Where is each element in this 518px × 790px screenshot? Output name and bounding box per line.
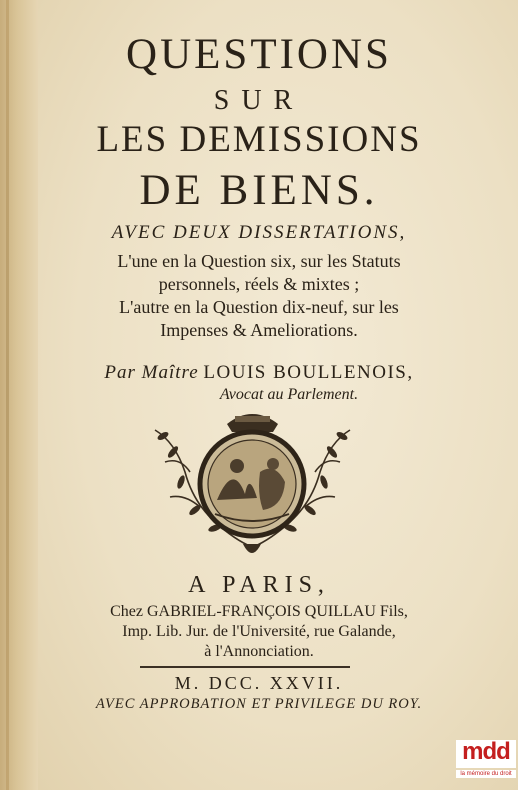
approbation-line: AVEC APPROBATION ET PRIVILEGE DU ROY.	[95, 696, 423, 712]
publisher-line-3: à l'Annonciation.	[204, 643, 314, 660]
description-line-2: personnels, réels & mixtes ;	[158, 274, 360, 294]
title-line-2: SUR	[213, 85, 305, 116]
title-line-4: DE BIENS.	[139, 167, 379, 214]
imprint-city: A PARIS,	[188, 572, 330, 598]
logo-tagline: la mémoire du droit	[456, 770, 516, 778]
author-name: LOUIS BOULLENOIS,	[203, 362, 414, 383]
description-line-1: L'une en la Question six, sur les Statuts	[117, 251, 401, 271]
author-role: Avocat au Parlement.	[219, 386, 359, 403]
publisher-line-2: Imp. Lib. Jur. de l'Université, rue Galande,	[122, 623, 396, 640]
subtitle: AVEC DEUX DISSERTATIONS,	[111, 222, 407, 243]
description-line-3: L'autre en la Question dix-neuf, sur les	[119, 297, 399, 317]
title-line-3: LES DEMISSIONS	[96, 119, 422, 160]
publication-year: M. DCC. XXVII.	[174, 673, 344, 693]
author-prefix: Par Maître	[104, 362, 199, 383]
description-line-4: Impenses & Ameliorations.	[160, 320, 358, 340]
divider-rule	[140, 666, 350, 668]
author-line	[0, 362, 518, 384]
mdd-logo	[456, 740, 516, 788]
logo-wordmark: mdd	[462, 738, 510, 765]
title-line-1: QUESTIONS	[126, 31, 392, 78]
publisher-line-1: Chez GABRIEL-FRANÇOIS QUILLAU Fils,	[110, 603, 408, 620]
printer-vignette-ornament	[145, 402, 360, 567]
